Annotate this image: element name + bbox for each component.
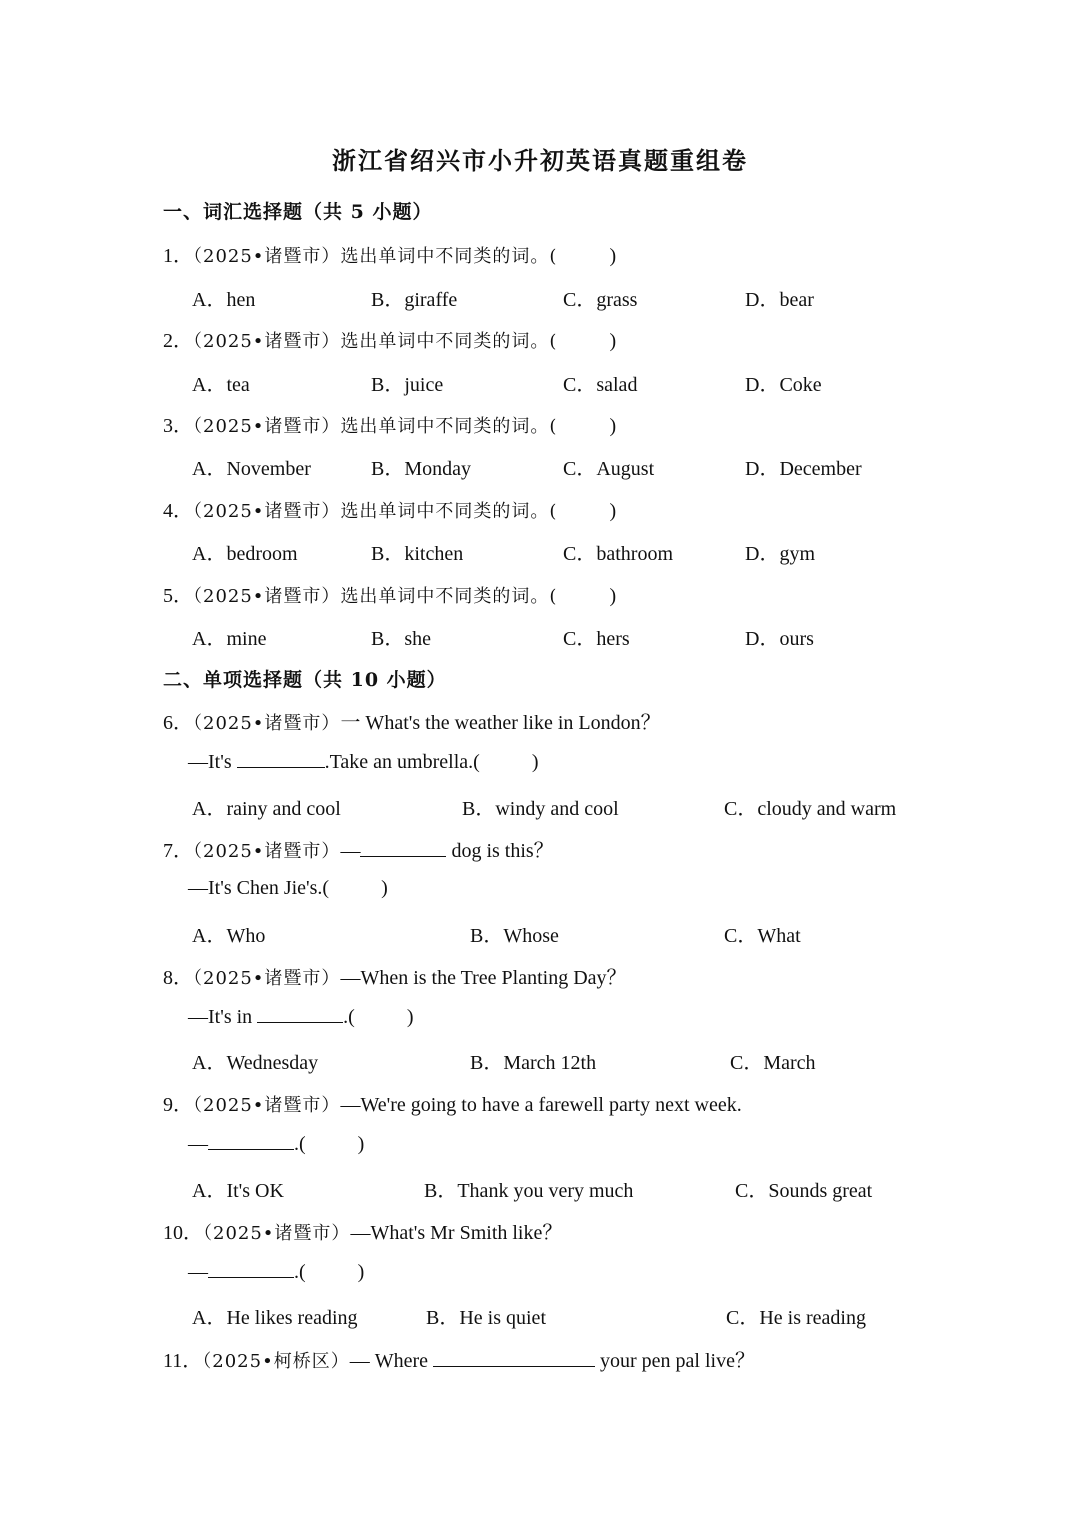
answer-blank[interactable] [208,1259,294,1278]
answer-blank[interactable] [237,749,325,768]
question-stem: 选出单词中不同类的词。( [340,501,558,522]
question-source: （2025•诸暨市） [203,1223,351,1244]
question-8 [163,961,627,990]
answer-paren-close: ) [609,415,617,437]
page-title: 浙江省绍兴市小升初英语真题重组卷 [332,146,748,175]
question-source: （2025•诸暨市） [193,841,341,862]
question-11: 11．（2025•柯桥区）— Where your pen pal live？ [163,1350,755,1372]
question-2 [163,324,616,353]
option-c[interactable]: C．grass [563,289,638,311]
question-10 [163,1216,562,1245]
answer-blank[interactable] [257,1004,343,1023]
question-source: （2025•诸暨市） [193,501,341,522]
option-a[interactable]: A．November [192,458,311,480]
question-stem: —We're going to have a farewell party next week. [340,1094,742,1116]
question-stem: 选出单词中不同类的词。( [340,331,558,352]
option-d[interactable]: D．Coke [745,374,822,396]
option-d[interactable]: D．December [745,458,862,480]
question-5 [163,579,616,608]
section-heading-vocabulary: 一、词汇选择题（共 5 小题） [163,201,433,223]
answer-blank[interactable] [208,1131,294,1150]
question-number: 4． [163,500,193,522]
question-3 [163,409,616,438]
option-b[interactable]: B．March 12th [470,1052,597,1074]
answer-paren-close: ) [609,585,617,607]
option-d[interactable]: D．gym [745,543,816,565]
question-6 [163,706,661,735]
question-number: 11． [163,1350,203,1372]
option-c[interactable]: C．March [730,1052,816,1074]
option-b[interactable]: B．Whose [470,925,559,947]
option-b[interactable]: B．she [371,628,432,650]
option-a[interactable]: A．Who [192,925,266,947]
question-source: （2025•诸暨市） [193,416,341,437]
option-a[interactable]: A．rainy and cool [192,798,341,820]
question-stem: 选出单词中不同类的词。( [340,586,558,607]
option-a[interactable]: A．tea [192,374,250,396]
option-b[interactable]: B．windy and cool [462,798,619,820]
question-stem: —What's Mr Smith like？ [350,1222,563,1244]
question-stem: 选出单词中不同类的词。( [340,246,558,267]
question-number: 1． [163,245,193,267]
question-source: （2025•诸暨市） [193,246,341,267]
question-number: 6． [163,712,193,734]
question-number: 9． [163,1094,193,1116]
option-a[interactable]: A．It's OK [192,1180,284,1202]
question-source: （2025•诸暨市） [193,1095,341,1116]
question-4 [163,494,616,523]
answer-line-10: — .( ) [188,1261,365,1283]
question-source: （2025•诸暨市） [193,586,341,607]
question-source: （2025•柯桥区） [202,1351,350,1372]
section-heading-single-choice: 二、单项选择题（共 10 小题） [163,669,447,691]
option-a[interactable]: A．mine [192,628,267,650]
option-b[interactable]: B．Monday [371,458,472,480]
option-b[interactable]: B．juice [371,374,444,396]
option-b[interactable]: B．kitchen [371,543,464,565]
answer-paren-close: ) [609,500,617,522]
question-number: 7． [163,840,193,862]
option-c[interactable]: C．Sounds great [735,1180,873,1202]
option-b[interactable]: B．Thank you very much [424,1180,634,1202]
question-number: 5． [163,585,193,607]
question-source: （2025•诸暨市） [193,968,341,989]
question-source: （2025•诸暨市） [193,713,341,734]
answer-blank[interactable] [433,1348,595,1367]
question-number: 10． [163,1222,203,1244]
question-number: 8． [163,967,193,989]
option-b[interactable]: B．giraffe [371,289,458,311]
option-c[interactable]: C．He is reading [726,1307,866,1329]
option-d[interactable]: D．bear [745,289,814,311]
answer-blank[interactable] [360,838,446,857]
question-stem: 一 What's the weather like in London？ [340,712,661,734]
question-1 [163,239,616,268]
option-a[interactable]: A．hen [192,289,256,311]
option-c[interactable]: C．hers [563,628,630,650]
question-number: 2． [163,330,193,352]
option-c[interactable]: C．cloudy and warm [724,798,897,820]
question-source: （2025•诸暨市） [193,331,341,352]
answer-paren-close: ) [609,330,617,352]
question-stem: 选出单词中不同类的词。( [340,416,558,437]
question-7: 7．（2025•诸暨市）— dog is this？ [163,840,554,862]
option-a[interactable]: A．bedroom [192,543,298,565]
answer-line-9: — .( ) [188,1133,365,1155]
answer-paren-close: ) [609,245,617,267]
question-stem: —When is the Tree Planting Day？ [340,967,627,989]
option-c[interactable]: C．August [563,458,655,480]
answer-line-6: —It's .Take an umbrella.( ) [188,751,539,773]
option-c[interactable]: C．bathroom [563,543,673,565]
answer-line-7: —It's Chen Jie's.( ) [188,877,388,899]
option-a[interactable]: A．Wednesday [192,1052,319,1074]
question-number: 3． [163,415,193,437]
answer-line-8: —It's in .( ) [188,1006,414,1028]
option-a[interactable]: A．He likes reading [192,1307,358,1329]
question-9 [163,1088,742,1117]
option-d[interactable]: D．ours [745,628,814,650]
option-c[interactable]: C．salad [563,374,638,396]
option-c[interactable]: C．What [724,925,801,947]
option-b[interactable]: B．He is quiet [426,1307,546,1329]
